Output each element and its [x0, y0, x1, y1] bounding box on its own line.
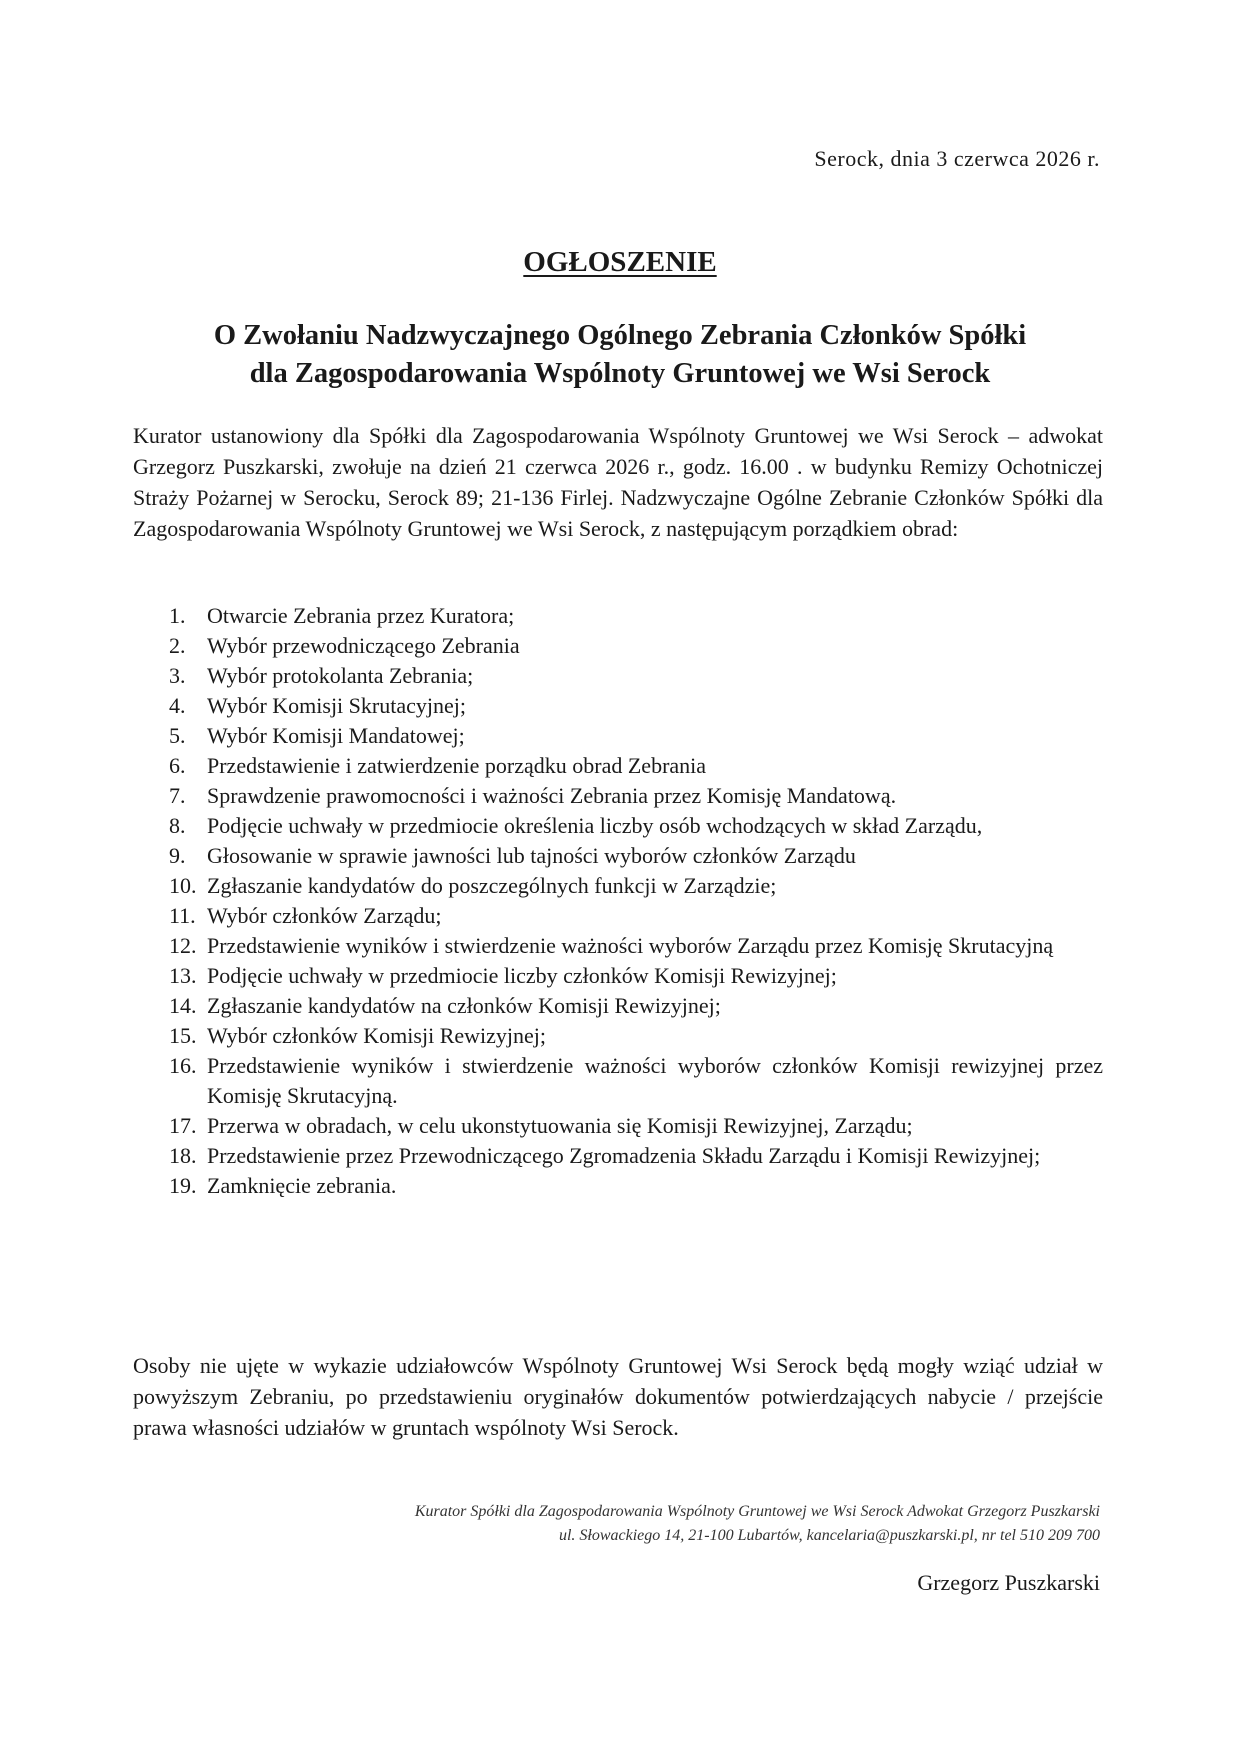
agenda-item	[133, 811, 1103, 841]
document-heading: OGŁOSZENIE	[523, 246, 717, 278]
agenda-item-number: 5.	[169, 723, 186, 748]
footer-line-2: ul. Słowackiego 14, 21-100 Lubartów, kancelaria@puszkarski.pl, nr tel 510 209 700	[558, 1527, 1100, 1544]
agenda-list	[133, 601, 1103, 1201]
agenda-item-number: 8.	[169, 813, 186, 838]
agenda-item	[133, 601, 1103, 631]
agenda-item-text: Podjęcie uchwały w przedmiocie liczby członków Komisji Rewizyjnej;	[207, 963, 837, 988]
agenda-item	[133, 841, 1103, 871]
agenda-item-text: Sprawdzenie prawomocności i ważności Zebrania przez Komisję Mandatową.	[207, 783, 897, 808]
agenda-item	[133, 661, 1103, 691]
agenda-item	[133, 751, 1103, 781]
agenda-item-text: Wybór Komisji Mandatowej;	[207, 723, 465, 748]
agenda-item	[133, 721, 1103, 751]
agenda-item-number: 13.	[169, 963, 197, 988]
agenda-item-text: Wybór protokolanta Zebrania;	[207, 663, 474, 688]
agenda-item-text: Podjęcie uchwały w przedmiocie określenia liczby osób wchodzących w skład Zarządu,	[207, 813, 983, 838]
date-line: Serock, dnia 3 czerwca 2026 r.	[814, 146, 1100, 171]
agenda-item-number: 19.	[169, 1173, 197, 1198]
agenda-item-text: Wybór członków Komisji Rewizyjnej;	[207, 1023, 547, 1048]
agenda-item-number: 9.	[169, 843, 186, 868]
agenda-item	[133, 691, 1103, 721]
closing-paragraph: Osoby nie ujęte w wykazie udziałowców Wspólnoty Gruntowej Wsi Serock będą mogły wziąć udział w powyższym Zebraniu, po przedstawieniu oryginałów dokumentów potwierdzających nabycie / przejście prawa własności udziałów w gruntach wspólnoty Wsi Serock.	[133, 1353, 1103, 1440]
agenda-item	[133, 1111, 1103, 1141]
agenda-item-number: 16.	[169, 1053, 197, 1078]
agenda-item	[133, 871, 1103, 901]
footer-contact	[200, 1500, 1100, 1548]
agenda-item-number: 18.	[169, 1143, 197, 1168]
agenda-item-text: Zamknięcie zebrania.	[207, 1173, 397, 1198]
agenda-item-text: Głosowanie w sprawie jawności lub tajności wyborów członków Zarządu	[207, 843, 856, 868]
agenda-item	[133, 1171, 1103, 1201]
intro-paragraph: Kurator ustanowiony dla Spółki dla Zagospodarowania Wspólnoty Gruntowej we Wsi Serock – adwokat Grzegorz Puszkarski, zwołuje na dzień 21 czerwca 2026 r., godz. 16.00 . w budynku Remizy Ochotniczej Straży Pożarnej w Serocku, Serock 89; 21-136 Firlej. Nadzwyczajne Ogólne Zebranie Członków Spółki dla Zagospodarowania Wspólnoty Gruntowej we Wsi Serock, z następującym porządkiem obrad:	[133, 423, 1103, 541]
agenda-item-number: 10.	[169, 873, 197, 898]
agenda-item-number: 15.	[169, 1023, 197, 1048]
footer-line-1: Kurator Spółki dla Zagospodarowania Wspólnoty Gruntowej we Wsi Serock Adwokat Grzegorz Puszkarski	[414, 1503, 1100, 1520]
agenda-item-text: Wybór członków Zarządu;	[207, 903, 442, 928]
agenda-item-number: 7.	[169, 783, 186, 808]
agenda-item-number: 14.	[169, 993, 197, 1018]
agenda-item	[133, 961, 1103, 991]
document-subtitle	[100, 317, 1140, 393]
agenda-item-text: Przerwa w obradach, w celu ukonstytuowania się Komisji Rewizyjnej, Zarządu;	[207, 1113, 913, 1138]
agenda-item	[133, 631, 1103, 661]
agenda-item-text: Przedstawienie wyników i stwierdzenie ważności wyborów Zarządu przez Komisję Skrutacyjną	[207, 933, 1054, 958]
agenda-item-text: Wybór Komisji Skrutacyjnej;	[207, 693, 466, 718]
agenda-item-text: Zgłaszanie kandydatów do poszczególnych funkcji w Zarządzie;	[207, 873, 777, 898]
agenda-item-number: 6.	[169, 753, 186, 778]
agenda-item	[133, 1051, 1103, 1111]
agenda-item-number: 11.	[169, 903, 196, 928]
agenda-item-number: 17.	[169, 1113, 197, 1138]
agenda-item	[133, 781, 1103, 811]
agenda-item-text: Wybór przewodniczącego Zebrania	[207, 633, 520, 658]
agenda-item-number: 2.	[169, 633, 186, 658]
agenda-item-text: Przedstawienie i zatwierdzenie porządku obrad Zebrania	[207, 753, 707, 778]
agenda-item-number: 12.	[169, 933, 197, 958]
agenda-item-number: 3.	[169, 663, 186, 688]
agenda-item-number: 1.	[169, 603, 186, 628]
agenda-item	[133, 901, 1103, 931]
subtitle-line-2: dla Zagospodarowania Wspólnoty Gruntowej we Wsi Serock	[249, 358, 991, 389]
agenda-item-number: 4.	[169, 693, 186, 718]
agenda-item-text: Otwarcie Zebrania przez Kuratora;	[207, 603, 515, 628]
agenda-item-text: Przedstawienie przez Przewodniczącego Zgromadzenia Składu Zarządu i Komisji Rewizyjnej;	[207, 1143, 1041, 1168]
agenda-item	[133, 991, 1103, 1021]
subtitle-line-1: O Zwołaniu Nadzwyczajnego Ogólnego Zebrania Członków Spółki	[213, 320, 1027, 351]
signature: Grzegorz Puszkarski	[917, 1570, 1100, 1595]
agenda-item-text: Zgłaszanie kandydatów na członków Komisji Rewizyjnej;	[207, 993, 721, 1018]
agenda-item-text: Przedstawienie wyników i stwierdzenie ważności wyborów członków Komisji rewizyjnej przez Komisję Skrutacyjną.	[207, 1053, 1103, 1108]
agenda-item	[133, 1021, 1103, 1051]
agenda-item	[133, 931, 1103, 961]
agenda-item	[133, 1141, 1103, 1171]
